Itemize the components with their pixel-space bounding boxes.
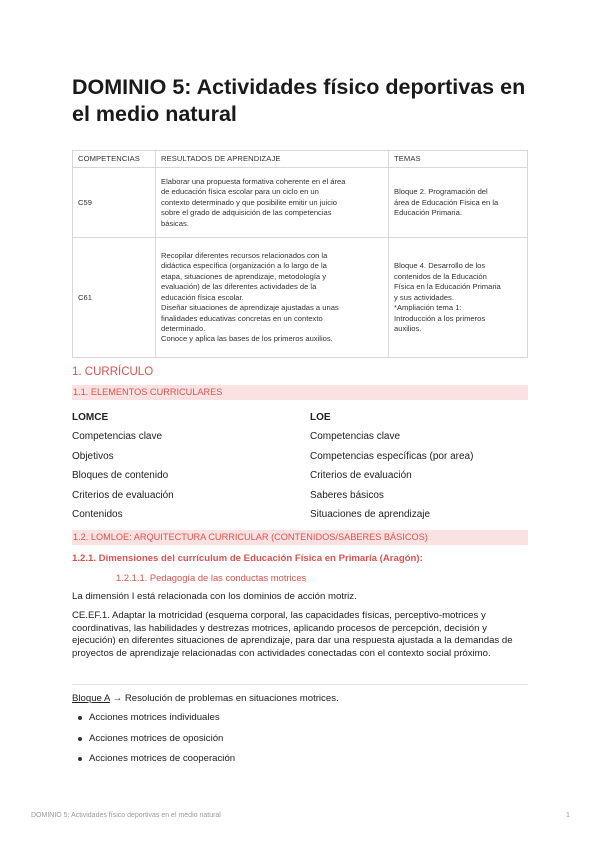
divider	[72, 684, 528, 685]
topic-line: Bloque 2. Programación del	[394, 187, 488, 197]
list-item-label: Acciones motrices de oposición	[89, 732, 224, 744]
table-row	[73, 168, 528, 238]
list-item	[72, 712, 235, 733]
lomce-item: Bloques de contenido	[72, 470, 169, 481]
result-line: finalidades educativas concretas en un contexto	[161, 313, 323, 323]
result-line: evaluación) de las diferentes actividades de la	[161, 282, 317, 292]
section-heading-dimensiones: 1.2.1. Dimensiones del currículum de Educación Física en Primaria (Aragón):	[72, 553, 423, 564]
paragraph-dimension: La dimensión I está relacionada con los dominios de acción motriz.	[72, 591, 357, 602]
bloque-a-link[interactable]: Bloque A	[72, 693, 110, 704]
learning-results	[156, 168, 389, 238]
result-line: Conoce y aplica las bases de los primeros auxilios.	[161, 334, 333, 344]
footer-title: DOMINIO 5: Actividades físico deportivas en el medio natural	[31, 812, 221, 819]
header-competencias: COMPETENCIAS	[73, 151, 156, 168]
result-line: Diseñar situaciones de aprendizaje ajustadas a unas	[161, 303, 339, 313]
lomce-item: Contenidos	[72, 509, 123, 520]
competencies-table	[72, 150, 528, 358]
list-item-label: Acciones motrices individuales	[89, 712, 220, 723]
lomce-item: Competencias clave	[72, 431, 163, 442]
topic-line: y sus actividades.	[394, 292, 454, 302]
result-line: determinado.	[161, 323, 206, 333]
topic-line: Bloque 4. Desarrollo de los	[394, 261, 486, 271]
section-heading-pedagogia: 1.2.1.1. Pedagogía de las conductas motrices	[116, 572, 307, 583]
loe-item: Saberes básicos	[310, 489, 384, 501]
bullet-icon	[78, 737, 82, 741]
lomce-item: Objetivos	[72, 450, 114, 462]
result-line: básicas.	[161, 218, 189, 228]
result-line: sobre el grado de adquisición de las competencias	[161, 208, 332, 218]
list-item	[72, 753, 235, 774]
loe-item: Situaciones de aprendizaje	[310, 509, 431, 520]
page-title: DOMINIO 5: Actividades físico deportivas en el medio natural	[72, 75, 526, 126]
paragraph-ce-ef-1: CE.EF.1. Adaptar la motricidad (esquema corporal, las capacidades físicas, perceptivo-motrices y coordinativas, las habilidades y destrezas motrices, aplicando procesos de percepción, decisión y ejecución) en diferentes situaciones de aprendizaje, para dar una respuesta ajustada a la demandas de proyectos de aprendizaje relacionadas con actividades conectadas con el contexto social próximo.	[72, 610, 513, 660]
topic-line: Introducción a los primeros	[394, 313, 486, 323]
section-heading-lomloe: 1.2. LOMLOE: ARQUITECTURA CURRICULAR (CONTENIDOS/SABERES BÁSICOS)	[72, 530, 528, 545]
result-line: educación física escolar.	[161, 292, 244, 302]
topics	[389, 238, 528, 358]
lomce-column	[72, 412, 174, 529]
loe-item: Competencias clave	[310, 431, 401, 442]
result-line: Recopilar diferentes recursos relacionados con la	[161, 251, 328, 261]
result-line: contexto determinado y que posibilite emitir un juicio	[161, 197, 338, 207]
topic-line: auxilios.	[394, 323, 422, 333]
learning-results	[156, 238, 389, 358]
bloque-a-text: → Resolución de problemas en situaciones motrices.	[109, 693, 339, 704]
section-heading-curriculo: 1. CURRÍCULO	[72, 366, 154, 378]
header-resultados: RESULTADOS DE APRENDIZAJE	[156, 151, 389, 168]
topics	[389, 168, 528, 238]
loe-item: Competencias específicas (por area)	[310, 450, 474, 462]
bullet-icon	[78, 757, 82, 761]
result-line: Elaborar una propuesta formativa coherente en el área	[161, 176, 346, 186]
table-row	[73, 238, 528, 358]
competence-code: C59	[73, 168, 156, 238]
topic-line: Física en la Educación Primaria	[394, 282, 501, 292]
lomce-item: Criterios de evaluación	[72, 489, 174, 501]
bullet-icon	[78, 716, 82, 720]
page-number: 1	[566, 812, 570, 819]
motor-actions-list	[72, 712, 235, 774]
loe-heading: LOE	[310, 412, 331, 423]
table-header-row	[73, 151, 528, 168]
list-item	[72, 733, 235, 754]
topic-line: contenidos de la Educación	[394, 271, 487, 281]
topic-line: *Ampliación tema 1:	[394, 303, 462, 313]
bloque-line	[72, 693, 528, 706]
result-line: didáctica específica (organización a lo largo de la	[161, 261, 327, 271]
list-item-label: Acciones motrices de cooperación	[89, 753, 236, 765]
topic-line: Educación Primaria.	[394, 208, 462, 218]
loe-item: Criterios de evaluación	[310, 470, 412, 481]
competence-code: C61	[73, 238, 156, 358]
result-line: de educación física escolar para un ciclo en un	[161, 187, 319, 197]
loe-column	[310, 412, 473, 529]
header-temas: TEMAS	[389, 151, 528, 168]
section-heading-elementos: 1.1. ELEMENTOS CURRICULARES	[72, 385, 528, 400]
topic-line: área de Educación Física en la	[394, 197, 499, 207]
lomce-heading: LOMCE	[72, 412, 109, 423]
result-line: etapa, situaciones de aprendizaje, metodología y	[161, 271, 327, 281]
